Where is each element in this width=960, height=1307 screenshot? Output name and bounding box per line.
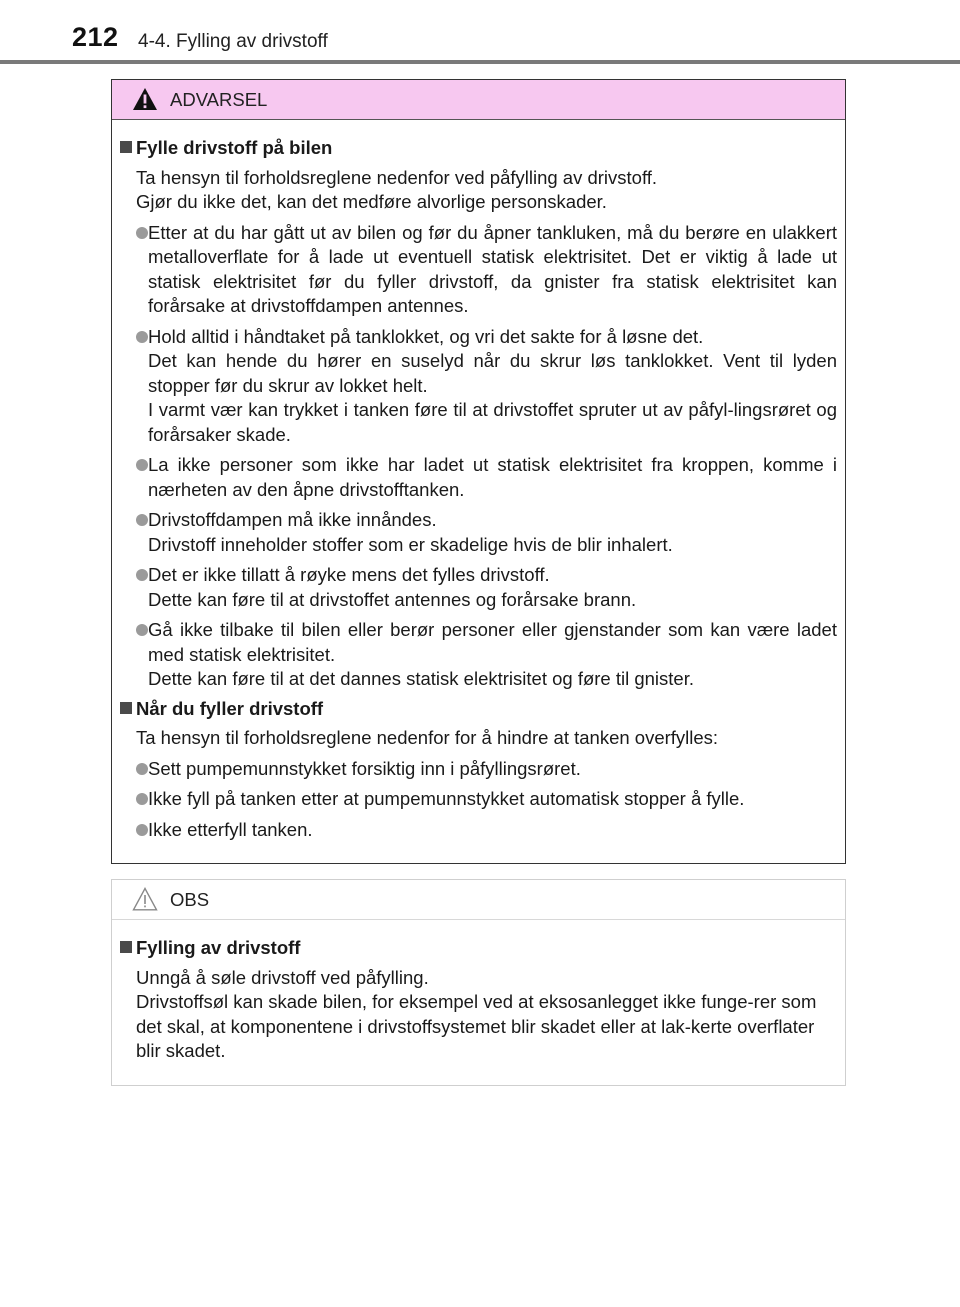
circle-bullet-icon bbox=[136, 331, 148, 343]
section-heading bbox=[120, 697, 837, 722]
bullet-text: Hold alltid i håndtaket på tanklokket, og vri det sakte for å løsne det. bbox=[148, 325, 704, 347]
bullet-text: Sett pumpemunnstykket forsiktig inn i påfyllingsrøret. bbox=[148, 757, 581, 779]
intro-text: Unngå å søle drivstoff ved påfylling. bbox=[136, 966, 429, 988]
warning-header bbox=[112, 80, 845, 120]
intro-text: Ta hensyn til forholdsreglene nedenfor for å hindre at tanken overfylles: bbox=[136, 727, 719, 748]
square-bullet-icon bbox=[120, 702, 132, 714]
notice-header bbox=[112, 880, 845, 920]
circle-bullet-icon bbox=[136, 459, 148, 471]
bullet-text: Ikke fyll på tanken etter at pumpemunnstykket automatisk stopper å fylle. bbox=[148, 788, 745, 809]
notice-body bbox=[112, 920, 845, 1064]
circle-bullet-icon bbox=[136, 227, 148, 239]
bullet-item bbox=[120, 757, 837, 782]
warning-label: ADVARSEL bbox=[170, 89, 268, 110]
notice-label: OBS bbox=[170, 889, 210, 910]
bullet-text: I varmt vær kan trykket i tanken føre til at drivstoffet spruter ut av påfyl-lingsrøret og forårsaker skade. bbox=[148, 399, 837, 445]
bullet-text: Gå ikke tilbake til bilen eller berør personer eller gjenstander som kan være ladet med statisk elektrisitet. bbox=[148, 619, 837, 665]
bullet-text: Dette kan føre til at det dannes statisk elektrisitet og føre til gnister. bbox=[148, 668, 694, 689]
page-number: 212 bbox=[72, 22, 119, 52]
bullet-text: Det er ikke tillatt å røyke mens det fylles drivstoff. bbox=[148, 564, 550, 585]
square-bullet-icon bbox=[120, 141, 132, 153]
warning-triangle-icon bbox=[132, 87, 158, 111]
section-heading-text: Fylle drivstoff på bilen bbox=[136, 137, 333, 158]
notice-box bbox=[111, 879, 846, 1086]
warning-box bbox=[111, 79, 846, 864]
intro-text: Gjør du ikke det, kan det medføre alvorlige personskader. bbox=[136, 191, 607, 212]
intro-text: Ta hensyn til forholdsreglene nedenfor ved påfylling av drivstoff. bbox=[136, 166, 658, 188]
circle-bullet-icon bbox=[136, 514, 148, 526]
bullet-item bbox=[120, 618, 837, 692]
bullet-text: Drivstoff inneholder stoffer som er skadelige hvis de blir inhalert. bbox=[148, 533, 673, 555]
section-heading bbox=[120, 936, 837, 961]
circle-bullet-icon bbox=[136, 793, 148, 805]
bullet-item bbox=[120, 453, 837, 502]
circle-bullet-icon bbox=[136, 763, 148, 775]
page-header bbox=[0, 0, 960, 64]
notice-triangle-icon bbox=[132, 887, 158, 911]
bullet-text: Drivstoffdampen må ikke innåndes. bbox=[148, 509, 437, 530]
bullet-item bbox=[120, 508, 837, 557]
warning-body bbox=[112, 120, 845, 842]
bullet-item bbox=[120, 325, 837, 448]
section-title: 4-4. Fylling av drivstoff bbox=[138, 31, 328, 52]
square-bullet-icon bbox=[120, 941, 132, 953]
section-heading-text: Fylling av drivstoff bbox=[136, 937, 301, 958]
bullet-item bbox=[120, 221, 837, 319]
section-heading bbox=[120, 136, 837, 161]
bullet-text: La ikke personer som ikke har ladet ut statisk elektrisitet fra kroppen, komme i nærheten av den åpne drivstofftanken. bbox=[148, 454, 837, 500]
bullet-item bbox=[120, 787, 837, 812]
circle-bullet-icon bbox=[136, 624, 148, 636]
circle-bullet-icon bbox=[136, 824, 148, 836]
header-rule bbox=[0, 60, 960, 64]
bullet-text: Dette kan føre til at drivstoffet antennes og forårsake brann. bbox=[148, 588, 637, 610]
bullet-text: Det kan hende du hører en suselyd når du skrur løs tanklokket. Vent til lyden stopper før du skrur av lokket helt. bbox=[148, 350, 837, 396]
section-heading-text: Når du fyller drivstoff bbox=[136, 697, 324, 719]
bullet-item bbox=[120, 818, 837, 843]
bullet-item bbox=[120, 563, 837, 612]
bullet-text: Etter at du har gått ut av bilen og før du åpner tankluken, må du berøre en ulakkert metalloverflate for å lade ut eventuell statisk elektrisitet. Det er viktig å lade ut statisk elektrisitet før du fyller drivstoff, da gnister fra statisk elektrisitet kan forårsake at drivstoffdampen antennes. bbox=[148, 221, 837, 316]
circle-bullet-icon bbox=[136, 569, 148, 581]
bullet-text: Ikke etterfyll tanken. bbox=[148, 818, 313, 840]
intro-text: Drivstoffsøl kan skade bilen, for eksempel ved at eksosanlegget ikke funge-rer som det skal, at komponentene i drivstoffsystemet blir skadet eller at lak-kerte overflater blir skadet. bbox=[136, 991, 817, 1061]
